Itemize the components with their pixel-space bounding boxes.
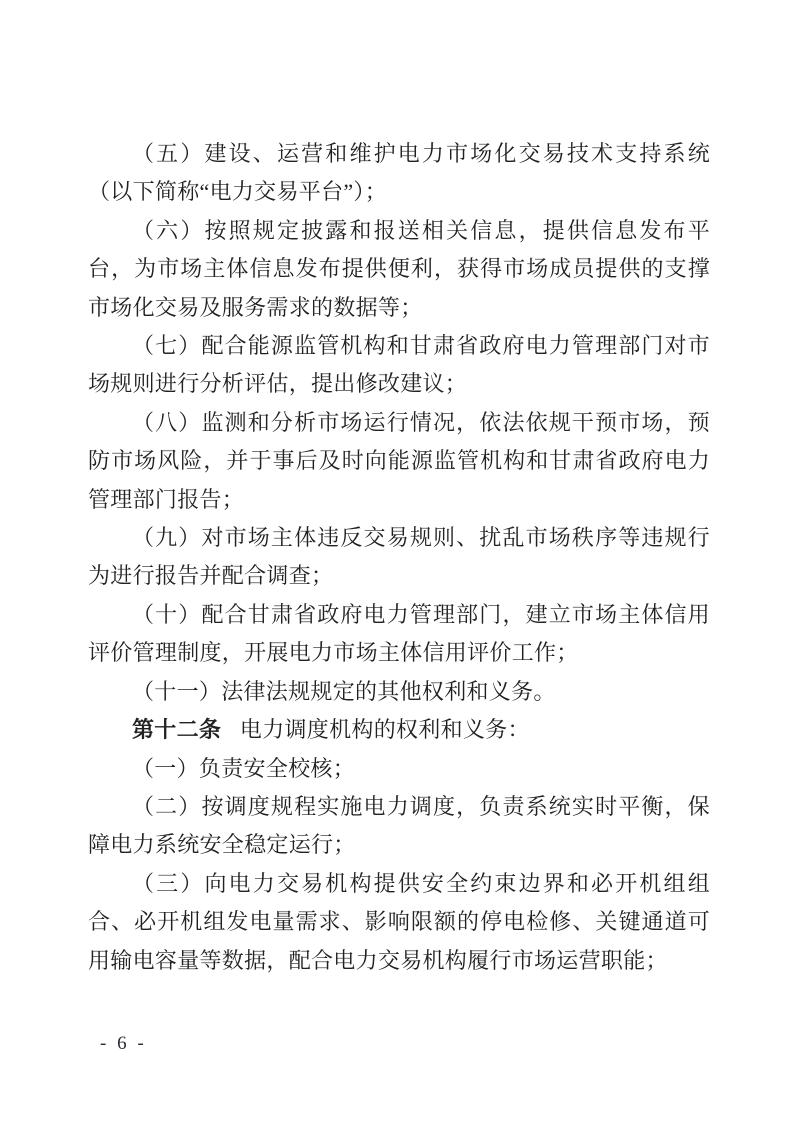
body-paragraph: （五）建设、运营和维护电力市场化交易技术支持系统（以下简称“电力交易平台”）； [88, 141, 710, 205]
body-paragraph: （十一）法律法规规定的其他权利和义务。 [132, 678, 556, 704]
body-paragraph: （一）负责安全校核； [132, 755, 356, 781]
page-number: - 6 - [100, 1033, 147, 1054]
article-title: 电力调度机构的权利和义务： [239, 717, 530, 743]
article-heading-paragraph [88, 711, 710, 749]
body-paragraph: （九）对市场主体违反交易规则、扰乱市场秩序等违规行为进行报告并配合调查； [88, 525, 710, 589]
body-paragraph: （七）配合能源监管机构和甘肃省政府电力管理部门对市场规则进行分析评估，提出修改建议； [88, 333, 710, 397]
body-paragraph: （二）按调度规程实施电力调度，负责系统实时平衡，保障电力系统安全稳定运行； [88, 793, 710, 858]
document-body [88, 135, 710, 980]
body-paragraph: （八）监测和分析市场运行情况，依法依规干预市场，预防市场风险，并于事后及时向能源监管机构和甘肃省政府电力管理部门报告； [88, 409, 710, 512]
body-paragraph: （三）向电力交易机构提供安全约束边界和必开机组组合、必开机组发电量需求、影响限额的停电检修、关键通道可用输电容量等数据，配合电力交易机构履行市场运营职能； [88, 870, 710, 973]
body-paragraph: （十）配合甘肃省政府电力管理部门，建立市场主体信用评价管理制度，开展电力市场主体信用评价工作； [88, 601, 710, 666]
article-number: 第十二条 [132, 717, 222, 743]
body-paragraph: （六）按照规定披露和报送相关信息，提供信息发布平台，为市场主体信息发布提供便利，获得市场成员提供的支撑市场化交易及服务需求的数据等； [88, 217, 710, 320]
